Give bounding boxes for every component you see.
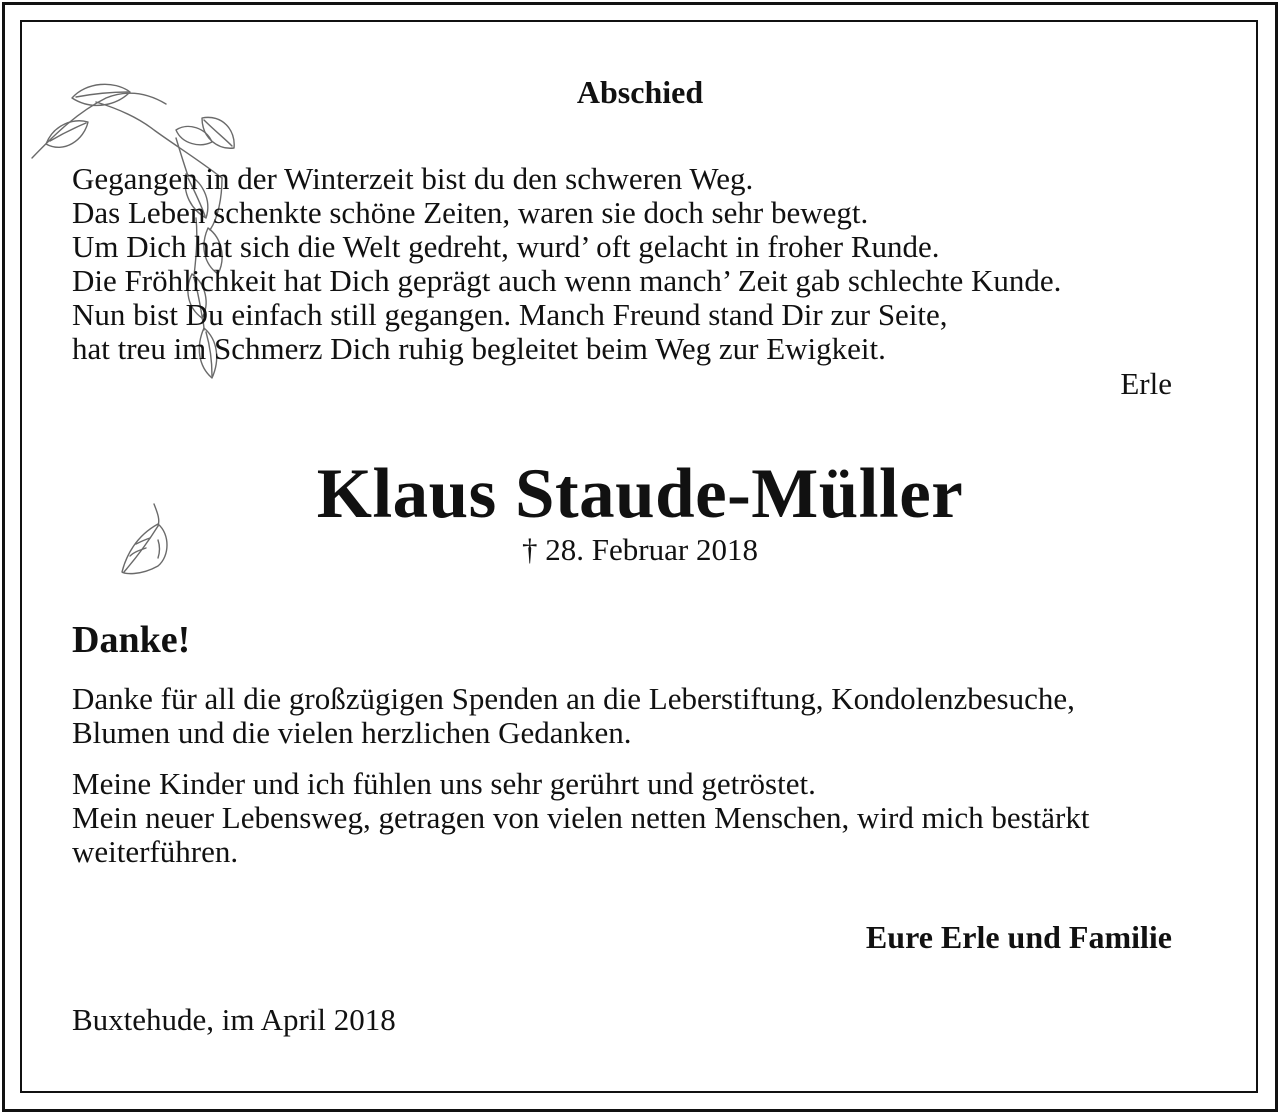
paragraph-line: Meine Kinder und ich fühlen uns sehr gerührt und getröstet. xyxy=(72,766,816,801)
poem-line: Um Dich hat sich die Welt gedreht, wurd’ oft gelacht in froher Runde. xyxy=(72,229,940,264)
paragraph-line: Blumen und die vielen herzlichen Gedanken. xyxy=(72,715,632,750)
thanks-paragraph-1 xyxy=(72,682,1222,750)
poem-line: Das Leben schenkte schöne Zeiten, waren sie doch sehr bewegt. xyxy=(72,195,869,230)
poem xyxy=(72,162,1202,366)
paragraph-line: Danke für all die großzügigen Spenden an die Leberstiftung, Kondolenzbesuche, xyxy=(72,681,1075,716)
thanks-paragraph-2 xyxy=(72,767,1222,869)
poem-line: Die Fröhlichkeit hat Dich geprägt auch wenn manch’ Zeit gab schlechte Kunde. xyxy=(72,263,1062,298)
deceased-name: Klaus Staude-Müller xyxy=(316,455,964,533)
poem-line: Nun bist Du einfach still gegangen. Manch Freund stand Dir zur Seite, xyxy=(72,297,948,332)
place-date: Buxtehude, im April 2018 xyxy=(72,1002,396,1037)
poem-author: Erle xyxy=(1120,366,1172,401)
poem-line: hat treu im Schmerz Dich ruhig begleitet beim Weg zur Ewigkeit. xyxy=(72,331,886,366)
signature: Eure Erle und Familie xyxy=(865,919,1172,955)
poem-title: Abschied xyxy=(576,74,704,110)
paragraph-line: weiterführen. xyxy=(72,834,239,869)
thanks-heading: Danke! xyxy=(72,619,191,661)
death-date: † 28. Februar 2018 xyxy=(522,532,758,567)
paragraph-line: Mein neuer Lebensweg, getragen von vielen netten Menschen, wird mich bestärkt xyxy=(72,800,1090,835)
poem-line: Gegangen in der Winterzeit bist du den schweren Weg. xyxy=(72,161,754,196)
